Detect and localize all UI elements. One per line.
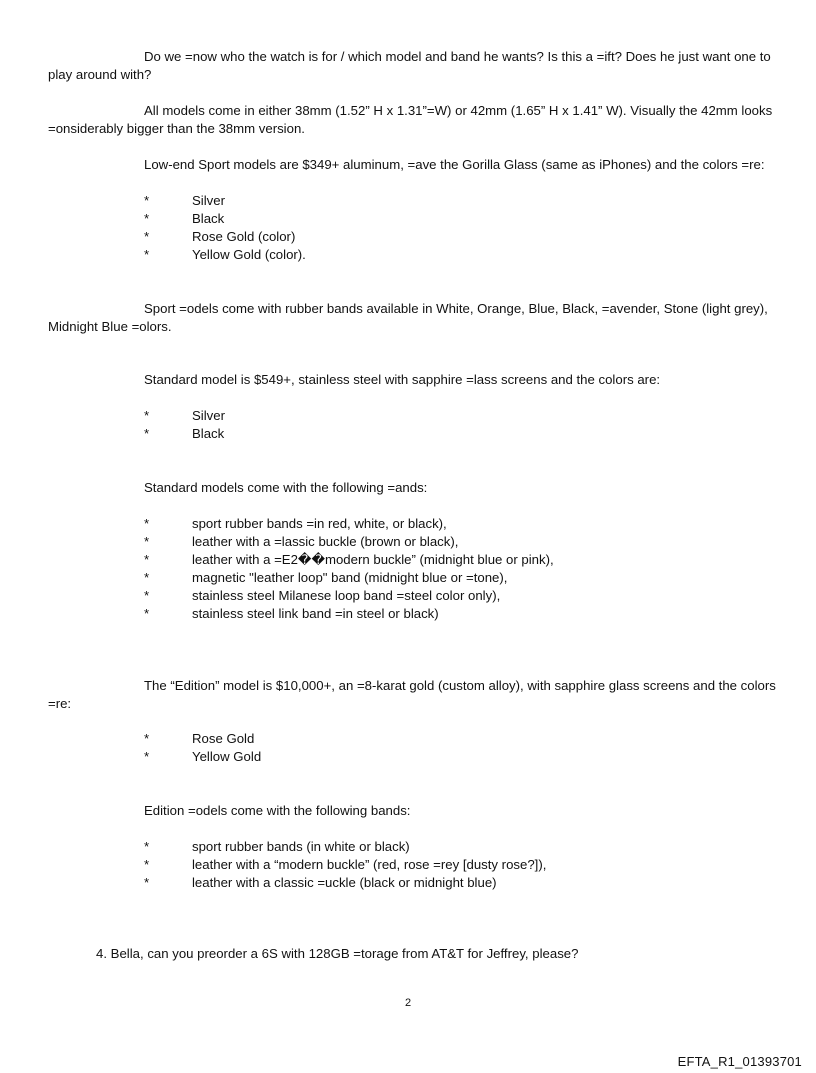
- list-item: * Rose Gold: [144, 731, 255, 746]
- numbered-request-paragraph: 4. Bella, can you preorder a 6S with 128GB =torage from AT&T for Jeffrey, please?: [96, 946, 579, 961]
- edition-colors-list: [144, 730, 261, 766]
- list-item: * stainless steel Milanese loop band =steel color only),: [144, 588, 501, 603]
- edition-bands-list: [144, 838, 546, 892]
- list-item: * sport rubber bands =in red, white, or black),: [144, 516, 447, 531]
- list-item: * leather with a =lassic buckle (brown or black),: [144, 534, 459, 549]
- list-item: * Black: [144, 211, 225, 226]
- sizes-paragraph: All models come in either 38mm (1.52” H x 1.31”=W) or 42mm (1.65” H x 1.41” W). Visually the 42mm looks =onsiderably bigger than the 38mm version.: [48, 103, 773, 136]
- list-item: * magnetic "leather loop" band (midnight blue or =tone),: [144, 570, 508, 585]
- list-item: * Black: [144, 426, 225, 441]
- page-number: 2: [404, 997, 412, 1009]
- edition-model-paragraph: The “Edition” model is $10,000+, an =8-karat gold (custom alloy), with sapphire glass screens and the colors =re:: [48, 678, 776, 711]
- list-item: * leather with a classic =uckle (black or midnight blue): [144, 875, 497, 890]
- list-item: * Rose Gold (color): [144, 229, 296, 244]
- list-item: * Yellow Gold: [144, 749, 262, 764]
- document-id-footer: EFTA_R1_01393701: [677, 1054, 802, 1069]
- standard-model-paragraph: Standard model is $549+, stainless steel with sapphire =lass screens and the colors are:: [144, 372, 661, 387]
- standard-bands-heading: Standard models come with the following =ands:: [144, 480, 428, 495]
- list-item: * stainless steel link band =in steel or black): [144, 606, 439, 621]
- list-item: * leather with a “modern buckle” (red, rose =rey [dusty rose?]),: [144, 857, 547, 872]
- edition-bands-heading: Edition =odels come with the following bands:: [144, 803, 411, 818]
- list-item: * Silver: [144, 193, 225, 208]
- sport-models-paragraph: Low-end Sport models are $349+ aluminum, =ave the Gorilla Glass (same as iPhones) and the colors =re:: [144, 157, 765, 172]
- standard-colors-list: [144, 407, 225, 443]
- list-item: * leather with a =E2��modern buckle” (midnight blue or pink),: [144, 552, 554, 567]
- sport-colors-list: [144, 192, 306, 264]
- list-item: * sport rubber bands (in white or black): [144, 839, 410, 854]
- intro-question-paragraph: Do we =now who the watch is for / which model and band he wants? Is this a =ift? Does he just want one to play around with?: [48, 49, 771, 82]
- list-item: * Yellow Gold (color).: [144, 247, 306, 262]
- list-item: * Silver: [144, 408, 225, 423]
- standard-bands-list: [144, 515, 554, 623]
- sport-bands-paragraph: Sport =odels come with rubber bands available in White, Orange, Blue, Black, =avender, Stone (light grey), Midnight Blue =olors.: [48, 301, 768, 334]
